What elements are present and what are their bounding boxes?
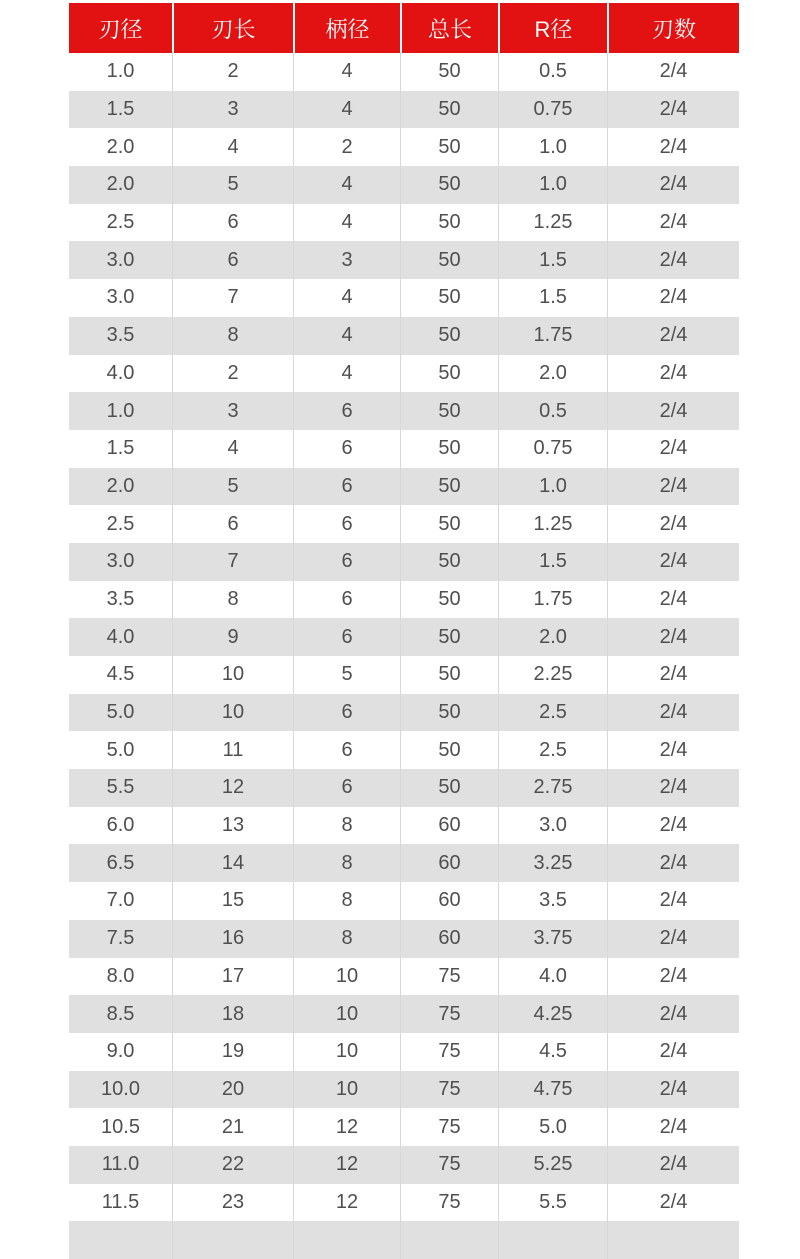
table-row xyxy=(69,1071,739,1109)
table-cell: 2/4 xyxy=(607,430,739,468)
table-cell: 6 xyxy=(172,241,293,279)
table-cell: 10.0 xyxy=(69,1071,172,1109)
table-row xyxy=(69,581,739,619)
table-cell: 75 xyxy=(400,1108,498,1146)
table-cell: 2/4 xyxy=(607,958,739,996)
table-row xyxy=(69,91,739,129)
table-cell: 2.0 xyxy=(498,355,607,393)
table-cell: 60 xyxy=(400,844,498,882)
table-cell: 2.0 xyxy=(498,618,607,656)
column-header: R径 xyxy=(498,3,607,53)
table-cell xyxy=(69,1221,172,1259)
table-cell: 5 xyxy=(293,656,400,694)
table-row xyxy=(69,241,739,279)
table-cell: 20 xyxy=(172,1071,293,1109)
table-cell: 2/4 xyxy=(607,543,739,581)
table-cell: 75 xyxy=(400,995,498,1033)
table-cell: 2/4 xyxy=(607,392,739,430)
table-cell: 17 xyxy=(172,958,293,996)
table-cell: 5.0 xyxy=(69,694,172,732)
table-cell: 2/4 xyxy=(607,355,739,393)
table-cell: 18 xyxy=(172,995,293,1033)
table-cell: 8 xyxy=(293,920,400,958)
table-cell: 6 xyxy=(172,505,293,543)
table-cell: 50 xyxy=(400,53,498,91)
table-cell: 3.0 xyxy=(69,241,172,279)
table-row xyxy=(69,1033,739,1071)
table-cell: 75 xyxy=(400,1033,498,1071)
table-cell: 2/4 xyxy=(607,1108,739,1146)
table-cell: 3.5 xyxy=(69,581,172,619)
table-row xyxy=(69,958,739,996)
table-cell: 21 xyxy=(172,1108,293,1146)
table-cell: 4 xyxy=(293,53,400,91)
table-cell: 4 xyxy=(293,279,400,317)
table-row xyxy=(69,505,739,543)
table-cell: 5.0 xyxy=(69,731,172,769)
table-cell: 6 xyxy=(293,468,400,506)
table-cell: 50 xyxy=(400,581,498,619)
table-cell: 5 xyxy=(172,468,293,506)
table-cell: 2/4 xyxy=(607,166,739,204)
table-cell: 8 xyxy=(172,581,293,619)
table-cell: 6 xyxy=(293,392,400,430)
table-cell: 1.75 xyxy=(498,317,607,355)
table-cell: 13 xyxy=(172,807,293,845)
column-header: 刃径 xyxy=(69,3,172,53)
table-cell: 2/4 xyxy=(607,1033,739,1071)
table-cell xyxy=(498,1221,607,1259)
column-header: 总长 xyxy=(400,3,498,53)
table-cell: 2.5 xyxy=(498,731,607,769)
table-cell: 10 xyxy=(172,656,293,694)
table-cell: 50 xyxy=(400,204,498,242)
table-cell: 12 xyxy=(172,769,293,807)
table-cell: 9.0 xyxy=(69,1033,172,1071)
table-cell: 19 xyxy=(172,1033,293,1071)
table-cell: 5.5 xyxy=(498,1184,607,1222)
partial-table-row xyxy=(69,1221,739,1259)
table-row xyxy=(69,279,739,317)
table-cell: 2.5 xyxy=(69,505,172,543)
table-cell: 2.0 xyxy=(69,166,172,204)
table-cell: 2/4 xyxy=(607,731,739,769)
table-row xyxy=(69,694,739,732)
table-cell: 22 xyxy=(172,1146,293,1184)
table-cell: 2/4 xyxy=(607,128,739,166)
table-cell: 1.5 xyxy=(498,543,607,581)
column-header: 刃长 xyxy=(172,3,293,53)
table-cell: 9 xyxy=(172,618,293,656)
table-cell: 75 xyxy=(400,1071,498,1109)
table-cell: 14 xyxy=(172,844,293,882)
cutter-spec-table xyxy=(69,3,739,1259)
table-cell: 11.0 xyxy=(69,1146,172,1184)
table-cell xyxy=(400,1221,498,1259)
table-row xyxy=(69,807,739,845)
table-cell: 0.75 xyxy=(498,430,607,468)
table-cell: 2/4 xyxy=(607,844,739,882)
table-cell: 4 xyxy=(293,317,400,355)
table-cell: 10 xyxy=(293,1033,400,1071)
table-cell: 3.0 xyxy=(69,279,172,317)
table-cell: 3 xyxy=(293,241,400,279)
table-cell: 50 xyxy=(400,241,498,279)
table-cell: 4.0 xyxy=(498,958,607,996)
table-cell: 50 xyxy=(400,694,498,732)
table-cell: 23 xyxy=(172,1184,293,1222)
table-cell: 50 xyxy=(400,91,498,129)
table-cell: 16 xyxy=(172,920,293,958)
table-cell: 6.5 xyxy=(69,844,172,882)
table-cell: 8 xyxy=(293,807,400,845)
table-cell: 7.0 xyxy=(69,882,172,920)
table-cell: 1.5 xyxy=(69,430,172,468)
table-cell: 6 xyxy=(293,581,400,619)
table-cell xyxy=(172,1221,293,1259)
table-row xyxy=(69,844,739,882)
table-cell: 50 xyxy=(400,392,498,430)
table-cell: 7 xyxy=(172,543,293,581)
table-cell: 2 xyxy=(293,128,400,166)
table-cell xyxy=(293,1221,400,1259)
table-row xyxy=(69,618,739,656)
table-cell xyxy=(607,1221,739,1259)
table-row xyxy=(69,1184,739,1222)
table-cell: 3.25 xyxy=(498,844,607,882)
table-cell: 12 xyxy=(293,1108,400,1146)
table-cell: 2.5 xyxy=(69,204,172,242)
table-cell: 6 xyxy=(293,543,400,581)
table-cell: 0.75 xyxy=(498,91,607,129)
table-cell: 60 xyxy=(400,807,498,845)
table-row xyxy=(69,468,739,506)
table-row xyxy=(69,204,739,242)
table-cell: 60 xyxy=(400,882,498,920)
table-cell: 11 xyxy=(172,731,293,769)
table-cell: 50 xyxy=(400,128,498,166)
table-cell: 15 xyxy=(172,882,293,920)
table-row xyxy=(69,882,739,920)
column-header: 刃数 xyxy=(607,3,739,53)
table-cell: 2/4 xyxy=(607,656,739,694)
table-cell: 60 xyxy=(400,920,498,958)
table-cell: 12 xyxy=(293,1184,400,1222)
table-cell: 4 xyxy=(293,355,400,393)
table-cell: 50 xyxy=(400,279,498,317)
table-cell: 2.0 xyxy=(69,468,172,506)
table-cell: 2/4 xyxy=(607,505,739,543)
table-row xyxy=(69,53,739,91)
table-cell: 6 xyxy=(293,731,400,769)
table-cell: 7.5 xyxy=(69,920,172,958)
table-cell: 6 xyxy=(172,204,293,242)
table-cell: 2/4 xyxy=(607,1071,739,1109)
table-cell: 2 xyxy=(172,355,293,393)
table-cell: 2/4 xyxy=(607,241,739,279)
table-cell: 6 xyxy=(293,769,400,807)
table-cell: 2.5 xyxy=(498,694,607,732)
table-cell: 4.5 xyxy=(498,1033,607,1071)
table-cell: 2/4 xyxy=(607,91,739,129)
table-cell: 6.0 xyxy=(69,807,172,845)
table-cell: 8.0 xyxy=(69,958,172,996)
table-cell: 4 xyxy=(293,166,400,204)
table-cell: 2.75 xyxy=(498,769,607,807)
table-cell: 2/4 xyxy=(607,468,739,506)
table-cell: 1.5 xyxy=(498,241,607,279)
table-cell: 2.0 xyxy=(69,128,172,166)
table-cell: 3.0 xyxy=(498,807,607,845)
table-cell: 4.25 xyxy=(498,995,607,1033)
table-cell: 8.5 xyxy=(69,995,172,1033)
table-cell: 50 xyxy=(400,731,498,769)
table-cell: 11.5 xyxy=(69,1184,172,1222)
table-cell: 50 xyxy=(400,430,498,468)
table-cell: 3.0 xyxy=(69,543,172,581)
table-cell: 5.5 xyxy=(69,769,172,807)
table-cell: 2/4 xyxy=(607,1184,739,1222)
table-cell: 2/4 xyxy=(607,920,739,958)
column-header: 柄径 xyxy=(293,3,400,53)
table-cell: 2/4 xyxy=(607,882,739,920)
table-row xyxy=(69,1146,739,1184)
table-cell: 1.0 xyxy=(69,53,172,91)
table-cell: 3.5 xyxy=(498,882,607,920)
table-cell: 5.0 xyxy=(498,1108,607,1146)
table-body xyxy=(69,53,739,1259)
table-cell: 4 xyxy=(293,204,400,242)
table-cell: 50 xyxy=(400,543,498,581)
table-cell: 75 xyxy=(400,958,498,996)
table-cell: 50 xyxy=(400,468,498,506)
table-cell: 3.75 xyxy=(498,920,607,958)
table-cell: 75 xyxy=(400,1146,498,1184)
table-row xyxy=(69,430,739,468)
table-cell: 6 xyxy=(293,505,400,543)
table-cell: 50 xyxy=(400,656,498,694)
table-row xyxy=(69,543,739,581)
table-header-row xyxy=(69,3,739,53)
table-cell: 2/4 xyxy=(607,581,739,619)
table-cell: 2/4 xyxy=(607,279,739,317)
table-row xyxy=(69,656,739,694)
table-cell: 4 xyxy=(172,430,293,468)
table-cell: 2/4 xyxy=(607,769,739,807)
table-cell: 1.0 xyxy=(69,392,172,430)
table-cell: 0.5 xyxy=(498,53,607,91)
table-cell: 4.75 xyxy=(498,1071,607,1109)
table-cell: 5 xyxy=(172,166,293,204)
table-cell: 1.25 xyxy=(498,204,607,242)
table-cell: 4 xyxy=(293,91,400,129)
table-cell: 2 xyxy=(172,53,293,91)
table-cell: 5.25 xyxy=(498,1146,607,1184)
table-cell: 50 xyxy=(400,317,498,355)
table-cell: 2/4 xyxy=(607,618,739,656)
table-cell: 4.0 xyxy=(69,618,172,656)
table-cell: 4.5 xyxy=(69,656,172,694)
table-cell: 4 xyxy=(172,128,293,166)
table-row xyxy=(69,1108,739,1146)
table-cell: 50 xyxy=(400,166,498,204)
table-cell: 2/4 xyxy=(607,995,739,1033)
table-cell: 6 xyxy=(293,694,400,732)
table-cell: 2/4 xyxy=(607,807,739,845)
spec-table-container xyxy=(69,3,739,1259)
table-cell: 8 xyxy=(172,317,293,355)
table-cell: 50 xyxy=(400,618,498,656)
table-cell: 10 xyxy=(293,958,400,996)
table-cell: 2/4 xyxy=(607,53,739,91)
table-cell: 50 xyxy=(400,355,498,393)
table-row xyxy=(69,995,739,1033)
table-row xyxy=(69,769,739,807)
table-cell: 3.5 xyxy=(69,317,172,355)
table-cell: 8 xyxy=(293,882,400,920)
table-cell: 1.0 xyxy=(498,166,607,204)
table-cell: 10 xyxy=(172,694,293,732)
table-row xyxy=(69,731,739,769)
table-cell: 3 xyxy=(172,91,293,129)
table-cell: 6 xyxy=(293,430,400,468)
table-row xyxy=(69,166,739,204)
table-cell: 10 xyxy=(293,1071,400,1109)
table-cell: 10.5 xyxy=(69,1108,172,1146)
table-cell: 75 xyxy=(400,1184,498,1222)
table-cell: 50 xyxy=(400,769,498,807)
table-cell: 2/4 xyxy=(607,1146,739,1184)
table-cell: 7 xyxy=(172,279,293,317)
table-row xyxy=(69,392,739,430)
table-cell: 1.75 xyxy=(498,581,607,619)
table-row xyxy=(69,128,739,166)
table-cell: 6 xyxy=(293,618,400,656)
table-cell: 2/4 xyxy=(607,317,739,355)
table-cell: 1.5 xyxy=(69,91,172,129)
table-cell: 4.0 xyxy=(69,355,172,393)
table-cell: 2/4 xyxy=(607,204,739,242)
table-cell: 12 xyxy=(293,1146,400,1184)
table-cell: 3 xyxy=(172,392,293,430)
table-cell: 2/4 xyxy=(607,694,739,732)
table-cell: 1.0 xyxy=(498,468,607,506)
table-cell: 1.25 xyxy=(498,505,607,543)
table-cell: 50 xyxy=(400,505,498,543)
table-cell: 1.5 xyxy=(498,279,607,317)
table-cell: 10 xyxy=(293,995,400,1033)
table-row xyxy=(69,317,739,355)
table-cell: 2.25 xyxy=(498,656,607,694)
table-row xyxy=(69,920,739,958)
table-row xyxy=(69,355,739,393)
table-cell: 1.0 xyxy=(498,128,607,166)
table-cell: 0.5 xyxy=(498,392,607,430)
table-cell: 8 xyxy=(293,844,400,882)
